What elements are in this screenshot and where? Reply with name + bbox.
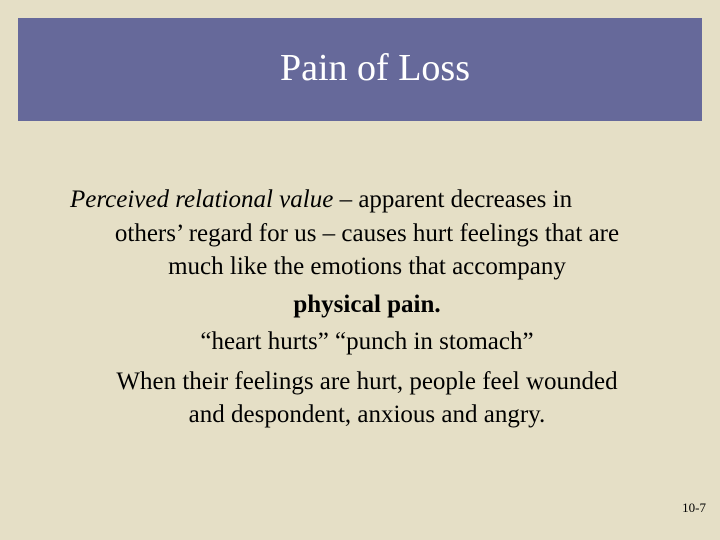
- body-line-6: When their feelings are hurt, people feel wounded: [116, 367, 618, 395]
- body-line-7: and despondent, anxious and angry.: [188, 401, 546, 428]
- slide-number: 10-7: [682, 500, 706, 515]
- emphasis-term: Perceived relational value: [70, 186, 334, 213]
- body-line-4-bold: physical pain.: [293, 290, 441, 318]
- body-line-1: [60, 183, 674, 217]
- slide-title: Pain of Loss: [280, 46, 470, 89]
- slide-body: [60, 183, 674, 432]
- body-line-3: much like the emotions that accompany: [168, 253, 566, 280]
- body-line-5-quotes: “heart hurts” “punch in stomach”: [200, 328, 534, 355]
- body-line-2: others’ regard for us – causes hurt feelings that are: [114, 219, 620, 247]
- title-bar: [18, 18, 702, 121]
- body-line-1-rest: – apparent decreases in: [333, 186, 573, 213]
